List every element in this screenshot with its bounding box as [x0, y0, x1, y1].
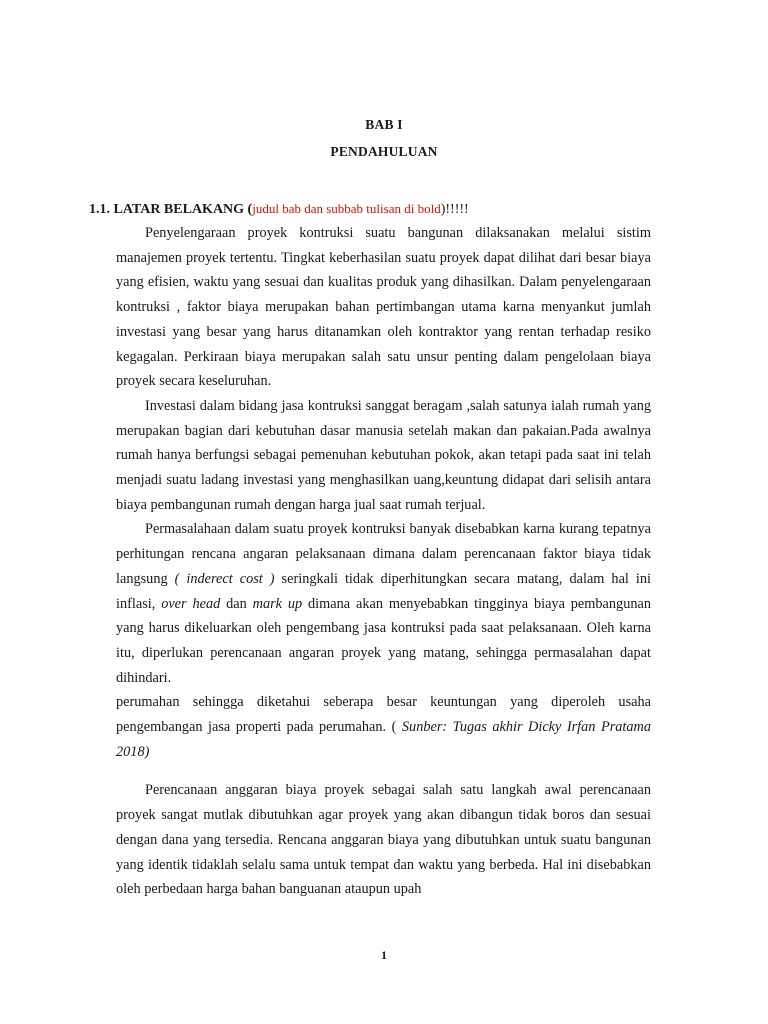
section-label: 1.1. LATAR BELAKANG ( [89, 202, 253, 217]
paragraph-3-text-c: seringkali tidak diperhitungkan secara matang, dalam hal ini inflasi, [116, 570, 652, 612]
chapter-number: BAB I [365, 117, 403, 132]
paragraph-3-text-a: Permasalahaan dalam suatu proyek kontruksi banyak disebabkan karna kurang tepatnya perhitungan rencana angaran pelaksanaan dimana dalam perencanaan faktor biaya tidak langsung [116, 521, 651, 587]
section-heading [89, 201, 469, 218]
paragraph-5: Perencanaan anggaran biaya proyek sebagai salah satu langkah awal perencanaan proyek sangat mutlak dibutuhkan agar proyek yang akan dibangun tidak boros dan sesuai dengan dana yang tersedia. Rencana anggaran biaya yang dibutuhkan untuk suatu bangunan yang identik tidaklah selalu sama untuk tempat dan waktu yang berbeda. Hal ini disebabkan oleh perbedaan harga bahan banguanan ataupun upah [116, 782, 651, 898]
paragraph-4-text: perumahan sehingga diketahui seberapa besar keuntungan yang diperoleh usaha pengembangan jasa properti pada perumahan. ( [116, 694, 651, 736]
paragraph-3-text-e: dan [220, 595, 253, 612]
page-number: 1 [381, 948, 387, 962]
paragraph-1: Penyelengaraan proyek kontruksi suatu bangunan dilaksanakan melalui sistim manajemen proyek tertentu. Tingkat keberhasilan suatu proyek dapat dilihat dari besar biaya yang efisien, waktu yang sesuai dan kualitas produk yang dihasilkan. Dalam penyelengaraan kontruksi , faktor biaya merupakan bahan pertimbangan utama karna menyankut jumlah investasi yang besar yang harus ditanamkan oleh kontraktor yang rentan terhadap resiko kegagalan. Perkiraan biaya merupakan salah satu unsur penting dalam pengelolaan biaya proyek secara keseluruhan. [116, 225, 651, 390]
paragraph-4-source: Sunber: Tugas akhir Dicky Irfan Pratama 2018) [116, 719, 651, 760]
paragraph-2: Investasi dalam bidang jasa kontruksi sanggat beragam ,salah satunya ialah rumah yang merupakan bagian dari kebutuhan dasar manusia setelah makan dan pakaian.Pada awalnya rumah hanya berfungsi sebagai pemenuhan kebutuhan pokok, akan tetapi pada saat ini telah menjadi suatu ladang investasi yang menghasilkan uang,keuntung didapat dari selisih antara biaya pembangunan rumah dengan harga jual saat rumah terjual. [116, 397, 651, 513]
paragraph-3-inderect-cost: ( inderect cost ) [174, 570, 275, 587]
paragraph-3-text-g: dimana akan menyebabkan tingginya biaya pembangunan yang harus dikeluarkan oleh pengembang jasa kontruksi pada saat pelaksanaan. Oleh karna itu, diperlukan perencanaan angaran proyek yang matang, sehingga permasalahan dapat dihindari. [116, 595, 651, 686]
paragraph-4 [116, 690, 651, 764]
chapter-title: PENDAHULUAN [330, 144, 438, 159]
paragraph-3-mark-up: mark up [252, 595, 303, 612]
section-suffix: )!!!!! [440, 202, 469, 217]
paragraph-3 [116, 517, 651, 690]
section-note: judul bab dan subbab tulisan di bold [252, 201, 441, 216]
body-text [116, 221, 651, 902]
paragraph-3-over-head: over head [161, 595, 221, 612]
